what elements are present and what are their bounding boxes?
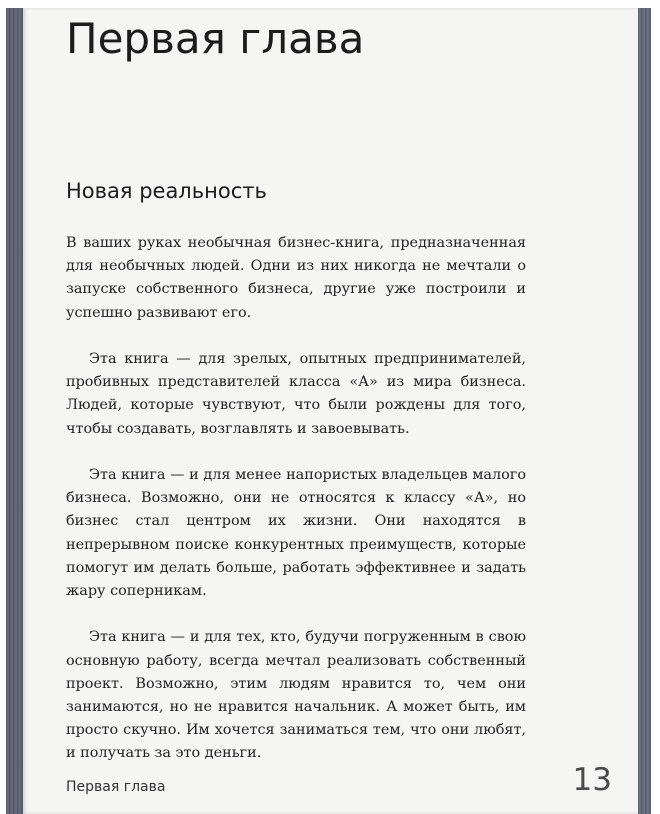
section-title: Новая реальность: [66, 179, 267, 203]
running-footer-title: Первая глава: [66, 779, 166, 795]
paragraph: Эта книга — для зрелых, опытных предпринимателей, пробивных представителей класса «А» из мира бизнеса. Людей, которые чувствуют, что были рождены для того, чтобы создавать, возглавлять и завоевывать.: [66, 351, 526, 437]
paragraph: В ваших руках необычная бизнес-книга, предназначенная для необычных людей. Одни из них никогда не мечтали о запуске собственного бизнеса, другие уже построили и успешно развивают его.: [66, 235, 526, 321]
body-text: [66, 232, 526, 789]
page-number: 13: [572, 762, 612, 798]
book-cover-edge-right: [638, 8, 651, 814]
paragraph: Эта книга — и для тех, кто, будучи погруженным в свою основную работу, всегда мечтал реализовать собственный проект. Возможно, этим людям нравится то, чем они занимаются, но не нравится начальник. А может быть, им просто скучно. Им хочется заниматься тем, что они любят, и получать за это деньги.: [66, 629, 526, 762]
chapter-title: Первая глава: [66, 14, 365, 63]
book-cover-edge-left: [6, 8, 23, 814]
paragraph: Эта книга — и для менее напористых владельцев малого бизнеса. Возможно, они не относятся к классу «А», но бизнес стал центром их жизни. Они находятся в непрерывном поиске конкурентных преимуществ, которые помогут им делать больше, работать эффективнее и задать жару соперникам.: [66, 467, 526, 600]
